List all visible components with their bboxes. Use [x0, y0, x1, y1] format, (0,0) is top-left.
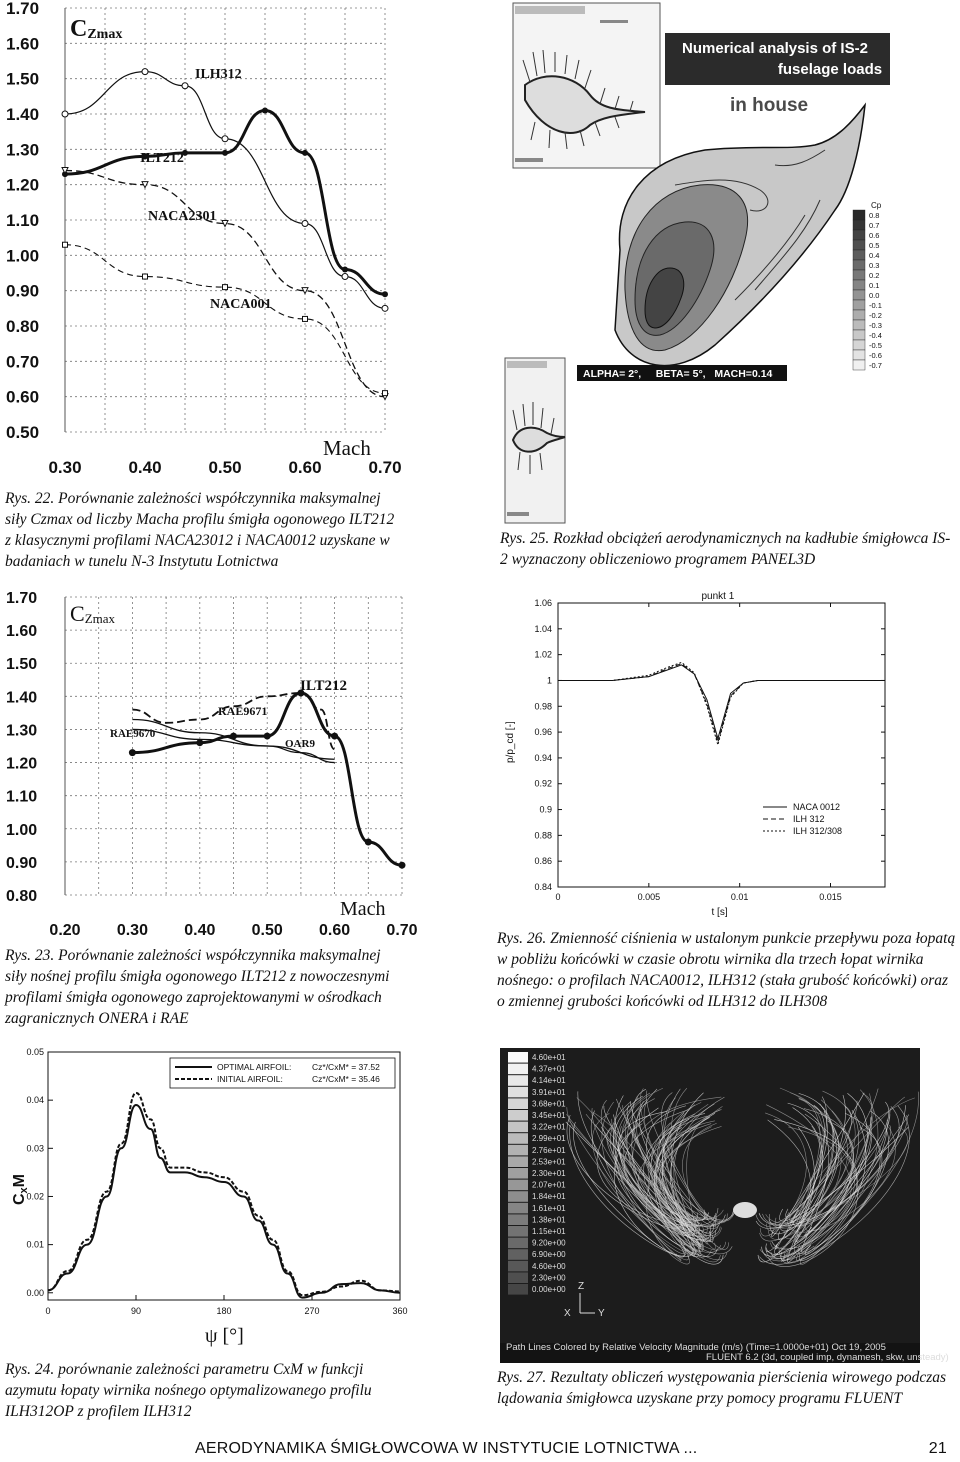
y-tick-label: 1.70: [6, 0, 40, 18]
inset-top-legend: [600, 20, 628, 23]
legend-label: 1.38e+01: [532, 1215, 566, 1225]
legend-swatch: [508, 1052, 528, 1063]
inset-top-footer: [515, 158, 543, 162]
y-tick-label: 1.04: [534, 623, 552, 634]
legend-swatch: [508, 1133, 528, 1144]
chart-title: punkt 1: [701, 591, 735, 602]
legend-label: 4.37e+01: [532, 1064, 566, 1074]
colorbar-swatch: [853, 280, 865, 290]
data-point: [383, 391, 388, 396]
y-tick-label: 1.50: [6, 69, 40, 89]
x-tick-label: 0.015: [819, 892, 842, 902]
legend-label-initial: INITIAL AIRFOIL:: [217, 1074, 283, 1084]
y-tick-label: 0.84: [534, 882, 552, 892]
figure-24: [0, 1040, 420, 1355]
colorbar-swatch: [853, 360, 865, 370]
series-label: ILH312: [195, 67, 242, 82]
series-label: NACA2301: [148, 209, 217, 224]
series-label: ILT212: [300, 678, 347, 694]
x-tick-label: 360: [392, 1306, 408, 1316]
legend-label: 2.07e+01: [532, 1180, 566, 1190]
legend-swatch: [508, 1214, 528, 1225]
data-point: [222, 136, 228, 142]
colorbar-swatch: [853, 220, 865, 230]
y-tick-label: 0.9: [539, 804, 552, 815]
legend-swatch: [508, 1226, 528, 1237]
legend-swatch: [508, 1064, 528, 1075]
x-tick-label: 0.50: [208, 458, 242, 477]
fluent-footer-line2: FLUENT 6.2 (3d, coupled imp, dynamesh, skw, unsteady): [706, 1352, 949, 1363]
x-tick-label: 0: [45, 1306, 51, 1316]
caption-fig22: Rys. 22. Porównanie zależności współczynnika maksymalnej siły Czmax od liczby Macha profilu śmigła ogonowego ILT212 z klasycznymi profilami NACA23012 i NACA0012 uzyskane w badaniach w tunelu N-3 Instytutu Lotnictwa: [5, 490, 395, 570]
legend-swatch: [508, 1145, 528, 1156]
figure-22: [0, 0, 400, 480]
y-tick-label: 1.06: [534, 598, 552, 608]
y-tick-label: 1.70: [6, 590, 38, 607]
data-point: [222, 150, 228, 156]
colorbar-label: -0.5: [869, 341, 882, 350]
legend-label: 1.61e+01: [532, 1203, 566, 1213]
plot-frame: [48, 1052, 400, 1300]
legend-label: 2.99e+01: [532, 1134, 566, 1144]
data-point: [302, 150, 308, 156]
legend-value-optimal: Cz*/CxM* = 37.52: [312, 1062, 380, 1072]
legend-swatch: [508, 1191, 528, 1202]
legend-swatch: [508, 1261, 528, 1272]
legend-swatch: [508, 1272, 528, 1283]
series-label: RAE9671: [218, 704, 268, 718]
y-tick-label: 0.02: [26, 1191, 44, 1202]
colorbar-title: Cp: [871, 201, 882, 210]
colorbar-label: -0.3: [869, 321, 882, 330]
colorbar-swatch: [853, 250, 865, 260]
colorbar-swatch: [853, 320, 865, 330]
y-tick-label: 1.40: [6, 105, 40, 124]
legend-label: 4.60e+00: [532, 1261, 566, 1271]
data-point: [264, 733, 271, 740]
velocity-legend: [508, 1052, 566, 1295]
y-tick-label: 1.60: [6, 623, 38, 641]
axis-z: Z: [578, 1281, 585, 1292]
legend-label: NACA 0012: [793, 802, 841, 812]
y-tick-label: 1.00: [6, 246, 40, 266]
title-line1: Numerical analysis of IS-2: [682, 40, 868, 57]
axis-y: Y: [598, 1308, 605, 1319]
y-tick-label: 0.03: [26, 1143, 44, 1154]
y-tick-label: 1: [546, 675, 552, 686]
fluent-footer-line1: Path Lines Colored by Relative Velocity Magnitude (m/s) (Time=1.0000e+01) Oct 19, 2005: [506, 1342, 886, 1353]
legend-label: 3.91e+01: [532, 1087, 566, 1097]
legend-label: 4.14e+01: [532, 1076, 566, 1086]
legend-label: 3.45e+01: [532, 1111, 566, 1120]
colorbar-label: -0.4: [869, 331, 882, 340]
colorbar-label: 0.3: [869, 261, 880, 270]
x-tick-label: 0: [555, 892, 561, 902]
y-tick-label: 0.60: [6, 387, 40, 407]
data-point: [331, 733, 338, 740]
legend-swatch: [508, 1122, 528, 1133]
x-tick-label: 0.70: [386, 922, 418, 939]
inset-bottom-footer: [507, 512, 529, 516]
y-tick-label: 0.92: [534, 778, 552, 789]
subtitle-in-house: in house: [730, 95, 809, 116]
data-point: [143, 274, 148, 279]
y-tick-label: 0.80: [6, 317, 40, 336]
running-title: AERODYNAMIKA ŚMIGŁOWCOWA W INSTYTUCIE LOTNICTWA ...: [195, 1440, 698, 1457]
data-point: [382, 291, 388, 297]
x-tick-label: 0.50: [251, 922, 283, 939]
x-tick-label: 0.30: [48, 458, 82, 477]
legend-label-optimal: OPTIMAL AIRFOIL:: [217, 1062, 292, 1072]
series-initial: [48, 1093, 400, 1295]
x-axis-label: t [s]: [711, 907, 728, 918]
legend-label: 4.60e+01: [532, 1053, 566, 1062]
figure-25: [505, 0, 960, 525]
colorbar-label: 0.4: [869, 251, 880, 260]
x-tick-label: 0.60: [319, 922, 351, 939]
y-tick-label: 1.20: [6, 175, 40, 195]
x-tick-label: 0.60: [288, 458, 322, 477]
y-tick-label: 0.50: [6, 423, 40, 442]
caption-fig25: Rys. 25. Rozkład obciążeń aerodynamicznych na kadłubie śmigłowca IS-2 wyznaczony obliczeniowo programem PANEL3D: [500, 530, 951, 568]
legend: [170, 1058, 395, 1088]
y-tick-label: 1.00: [6, 821, 38, 839]
colorbar-swatch: [853, 290, 865, 300]
x-tick-label: 0.40: [184, 922, 216, 939]
chart-cxm-azimuth: [0, 1040, 420, 1355]
legend-swatch: [508, 1203, 528, 1214]
page-number: 21: [928, 1440, 947, 1457]
legend-swatch: [508, 1110, 528, 1121]
y-tick-label: 1.30: [6, 722, 38, 740]
colorbar-swatch: [853, 230, 865, 240]
x-tick-label: 0.30: [116, 922, 148, 939]
colorbar-label: -0.1: [869, 301, 882, 310]
legend-label: 1.15e+01: [532, 1227, 566, 1236]
colorbar-swatch: [853, 240, 865, 250]
legend-swatch: [508, 1098, 528, 1109]
y-tick-label: 0.94: [534, 752, 552, 763]
data-point: [262, 107, 268, 113]
chart-pressure-time: [495, 585, 960, 920]
figure-23: [0, 585, 420, 940]
grid: [65, 597, 402, 895]
y-tick-label: 0.05: [26, 1047, 44, 1057]
legend-swatch: [508, 1156, 528, 1167]
rotor-hub: [733, 1202, 757, 1218]
legend-swatch: [508, 1284, 528, 1295]
legend-label: ILH 312: [793, 814, 825, 824]
caption-fig23: Rys. 23. Porównanie zależności współczynnika maksymalnej siły nośnej profilu śmigła ogonowego ILT212 z nowoczesnymi profilami śmigła ogonowego zaprojektowanymi w ośrodkach zagranicznych ONERA i RAE: [5, 947, 390, 1027]
data-point: [223, 285, 228, 290]
fluent-footer: [500, 1342, 949, 1363]
y-tick-label: 0.88: [534, 830, 552, 841]
colorbar-swatch: [853, 270, 865, 280]
caption-fig27: Rys. 27. Rezultaty obliczeń występowania pierścienia wirowego podczas lądowania śmigłowca uzyskane przy pomocy programu FLUENT: [497, 1369, 947, 1407]
colorbar-swatch: [853, 350, 865, 360]
y-tick-label: 1.40: [6, 689, 38, 707]
legend: [763, 802, 842, 836]
x-tick-label: 0.01: [730, 892, 749, 902]
y-tick-label: 0.00: [26, 1287, 44, 1298]
x-tick-label: 180: [216, 1306, 232, 1316]
series-label: OAR9: [285, 738, 315, 750]
series-label: NACA001: [210, 297, 272, 312]
y-tick-label: 0.01: [26, 1239, 44, 1250]
legend-label: 3.68e+01: [532, 1099, 566, 1109]
y-tick-label: 1.20: [6, 755, 38, 773]
chart-czmax-mach-2: [0, 585, 420, 940]
data-point: [382, 305, 388, 311]
figure-26: [495, 585, 960, 920]
y-tick-label: 1.10: [6, 788, 38, 806]
colorbar-label: 0.5: [869, 241, 880, 250]
colorbar-label: 0.7: [869, 221, 880, 230]
x-tick-label: 0.005: [637, 892, 661, 902]
colorbar-label: 0.8: [869, 211, 880, 220]
data-point: [182, 83, 188, 89]
x-tick-label: 0.40: [128, 458, 162, 477]
data-point: [303, 316, 308, 321]
colorbar-label: -0.7: [869, 361, 882, 370]
legend-swatch: [508, 1180, 528, 1191]
data-point: [129, 749, 136, 756]
y-tick-label: 0.80: [6, 888, 38, 905]
legend-label: 6.90e+00: [532, 1250, 566, 1260]
colorbar-swatch: [853, 260, 865, 270]
axis-x: X: [564, 1308, 571, 1319]
y-tick-label: 1.02: [534, 649, 552, 660]
inset-top-header: [515, 6, 585, 14]
legend-swatch: [508, 1075, 528, 1086]
colorbar-label: 0.1: [869, 281, 880, 290]
legend-swatch: [508, 1087, 528, 1098]
legend-swatch: [508, 1238, 528, 1249]
data-point: [302, 221, 308, 227]
legend-value-initial: Cz*/CxM* = 35.46: [312, 1074, 380, 1084]
legend-label: 2.53e+01: [532, 1157, 566, 1167]
y-tick-label: 0.90: [6, 281, 40, 301]
colorbar-swatch: [853, 330, 865, 340]
legend-label: 0.00e+00: [532, 1285, 566, 1294]
colorbar-label: -0.6: [869, 351, 882, 360]
data-point: [342, 274, 348, 280]
data-point: [63, 242, 68, 247]
conditions-text: ALPHA= 2°, BETA= 5°, MACH=0.14: [583, 368, 773, 380]
series-label: RAE9670: [110, 728, 156, 740]
colorbar-label: 0.2: [869, 271, 880, 280]
y-tick-label: 0.04: [26, 1095, 44, 1106]
y-tick-label: 1.10: [6, 211, 40, 230]
data-point: [196, 739, 203, 746]
title-line2: fuselage loads: [777, 61, 883, 78]
y-axis-label: p/p_cd [-]: [505, 721, 516, 763]
colorbar-swatch: [853, 210, 865, 220]
chart-title: CZmax: [70, 16, 123, 42]
y-tick-label: 0.90: [6, 854, 38, 872]
y-axis-label: CxM: [11, 1173, 30, 1205]
series-label: ILT212: [140, 151, 184, 166]
x-tick-label: 270: [304, 1306, 320, 1316]
data-point: [142, 69, 148, 75]
legend-label: 2.30e+00: [532, 1273, 566, 1283]
legend-label: 2.76e+01: [532, 1145, 566, 1155]
legend-label: 3.22e+01: [532, 1122, 566, 1132]
chart-title: CZmax: [70, 601, 116, 626]
colorbar-swatch: [853, 300, 865, 310]
figure-27: [500, 1048, 949, 1363]
y-tick-label: 0.86: [534, 856, 552, 867]
y-tick-label: 1.60: [6, 34, 40, 54]
plot-frame: [558, 603, 885, 887]
colorbar-label: -0.2: [869, 311, 882, 320]
page-footer: [195, 1440, 955, 1458]
legend-swatch: [508, 1249, 528, 1260]
x-axis-label: Mach: [340, 898, 386, 920]
chart-czmax-mach-1: [0, 0, 400, 480]
legend-label: 2.30e+01: [532, 1169, 566, 1178]
inset-bottom-header: [507, 361, 547, 368]
series-line: [558, 665, 885, 739]
x-axis-label: ψ [°]: [205, 1325, 244, 1347]
y-tick-label: 1.50: [6, 656, 38, 674]
legend-label: 9.20e+00: [532, 1238, 566, 1248]
y-tick-label: 0.96: [534, 727, 552, 738]
colorbar-swatch: [853, 310, 865, 320]
data-point: [342, 266, 348, 272]
x-tick-label: 0.20: [49, 922, 81, 939]
data-point: [399, 862, 406, 869]
fluent-pathlines: [500, 1048, 920, 1343]
y-tick-label: 0.70: [6, 352, 40, 372]
legend-label: 1.84e+01: [532, 1192, 566, 1202]
fuselage-loads-figure: [505, 0, 960, 525]
series-line: [558, 662, 885, 745]
x-tick-label: 0.70: [368, 458, 402, 477]
colorbar-swatch: [853, 340, 865, 350]
y-tick-label: 0.98: [534, 701, 552, 712]
data-point: [365, 839, 372, 846]
cp-colorbar: [853, 210, 882, 370]
y-tick-label: 1.30: [6, 140, 40, 160]
legend-label: ILH 312/308: [793, 826, 843, 836]
caption-fig24: Rys. 24. porównanie zależności parametru CxM w funkcji azymutu łopaty wirnika nośnego optymalizowanego profilu ILH312OP z profilem ILH312: [5, 1361, 372, 1420]
x-axis-label: Mach: [323, 436, 371, 460]
x-tick-label: 90: [130, 1306, 142, 1316]
legend-swatch: [508, 1168, 528, 1179]
caption-fig26: Rys. 26. Zmienność ciśnienia w ustalonym punkcie przepływu poza łopatą w pobliżu końcówki w czasie obrotu wirnika dla trzech łopat wirnika nośnego: o profilach NACA0012, ILH312 (stała grubość końcówki) oraz o zmiennej grubości końcówki od ILH312 do ILH308: [497, 930, 956, 1010]
colorbar-label: 0.6: [869, 231, 880, 240]
data-point: [62, 111, 68, 117]
colorbar-label: 0.0: [869, 291, 880, 300]
